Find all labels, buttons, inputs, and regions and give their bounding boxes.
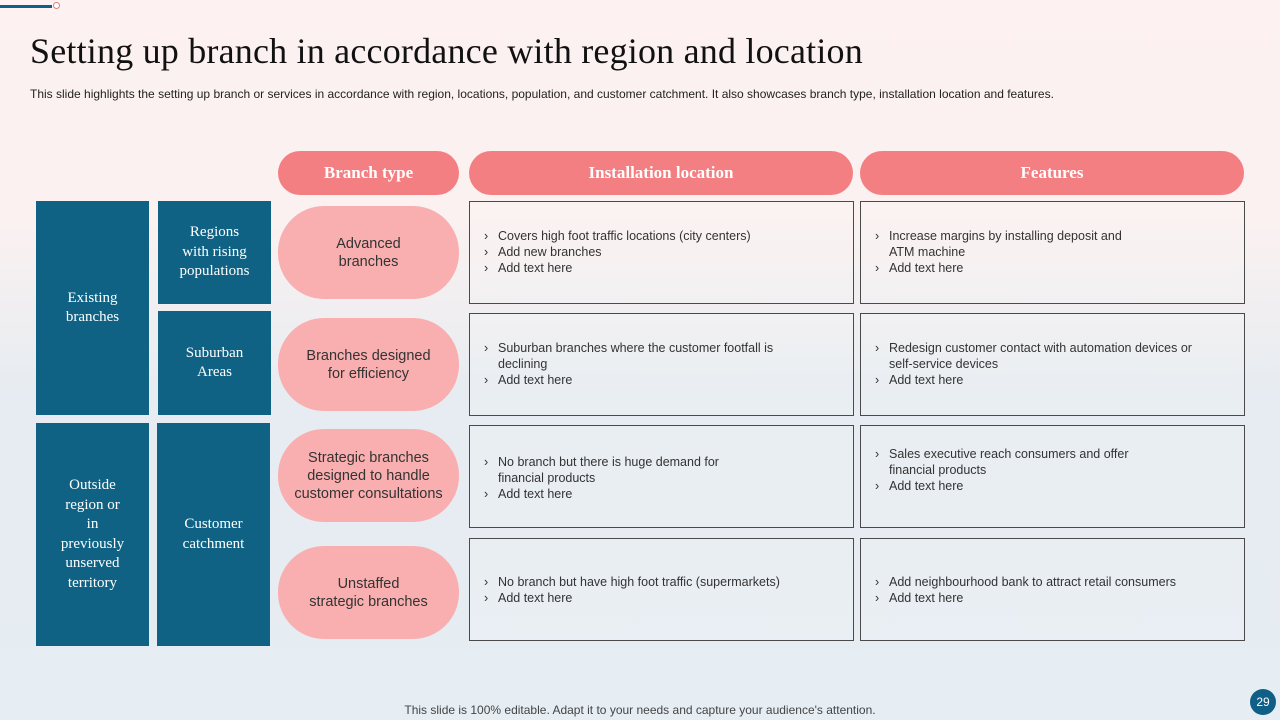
slide-subtitle: This slide highlights the setting up branch or services in accordance with region, locations, population, and customer catchment. It also showcases branch type, installation location and features.	[30, 87, 1054, 101]
branch-type-pill	[278, 206, 459, 299]
top-accent-dot	[53, 2, 60, 9]
bullet-item: › Add text here	[484, 590, 780, 606]
bullet-item: › Increase margins by installing deposit and ATM machine	[875, 228, 1144, 260]
top-accent-line	[0, 5, 52, 8]
installation-location-cell	[469, 538, 854, 641]
region-label-line: territory	[67, 574, 118, 591]
installation-location-cell	[469, 425, 854, 528]
branch-type-line: designed to handle	[307, 467, 430, 484]
region-label-line: region or	[65, 496, 120, 513]
bullet-item: › Add text here	[484, 372, 783, 388]
subregion-rising-populations	[158, 201, 271, 304]
region-label-line: unserved	[65, 555, 120, 571]
header-features: Features	[860, 151, 1244, 195]
region-label-line: Existing	[67, 289, 118, 306]
bullet-item: › Add new branches	[484, 244, 751, 260]
bullet-item: › Add text here	[875, 478, 1154, 494]
features-cell	[860, 201, 1245, 304]
branch-type-pill	[278, 318, 459, 411]
branch-type-line: customer consultations	[294, 485, 443, 502]
branch-type-line: Branches designed	[306, 347, 431, 364]
subregion-label-line: Customer	[184, 516, 243, 532]
bullet-item: › Covers high foot traffic locations (city centers)	[484, 228, 751, 244]
footer-note: This slide is 100% editable. Adapt it to your needs and capture your audience's attention.	[404, 703, 876, 717]
bullet-item: › Add text here	[875, 372, 1204, 388]
subregion-label-line: Suburban	[185, 344, 244, 361]
bullet-item: › Add neighbourhood bank to attract retail consumers	[875, 574, 1176, 590]
subregion-customer-catchment	[157, 423, 270, 646]
subregion-label-line: catchment	[182, 535, 245, 552]
bullet-item: › Add text here	[484, 260, 751, 276]
bullet-item: › No branch but there is huge demand for financial products	[484, 454, 743, 486]
bullet-item: › Sales executive reach consumers and offer financial products	[875, 446, 1154, 478]
branch-type-line: for efficiency	[327, 365, 410, 382]
subregion-suburban-areas	[158, 311, 271, 415]
bullet-item: › Add text here	[875, 260, 1144, 276]
features-cell	[860, 313, 1245, 416]
subregion-label-line: populations	[179, 263, 250, 280]
bullet-item: › No branch but have high foot traffic (supermarkets)	[484, 574, 780, 590]
subregion-label-line: Areas	[197, 364, 232, 380]
bullet-item: › Add text here	[484, 486, 743, 502]
installation-location-cell	[469, 313, 854, 416]
region-label-line: branches	[65, 309, 120, 325]
bullet-item: › Add text here	[875, 590, 1176, 606]
region-outside-region	[36, 423, 149, 646]
branch-type-line: strategic branches	[309, 593, 428, 610]
region-existing-branches	[36, 201, 149, 415]
subregion-label-line: with rising	[182, 243, 247, 260]
bullet-item: › Redesign customer contact with automation devices or self-service devices	[875, 340, 1204, 372]
region-label-line: in	[86, 516, 99, 532]
branch-type-pill	[278, 546, 459, 639]
header-branch-type: Branch type	[278, 151, 459, 195]
bullet-item: › Suburban branches where the customer footfall is declining	[484, 340, 783, 372]
slide-title: Setting up branch in accordance with region and location	[30, 31, 863, 71]
branch-type-pill	[278, 429, 459, 522]
region-label-line: previously	[60, 535, 125, 552]
branch-type-line: Strategic branches	[308, 449, 429, 466]
header-installation-location: Installation location	[469, 151, 853, 195]
page-number-badge: 29	[1250, 689, 1276, 715]
region-label-line: Outside	[69, 477, 116, 493]
features-cell	[860, 425, 1245, 528]
branch-type-line: branches	[338, 253, 399, 270]
branch-type-line: Unstaffed	[337, 575, 400, 592]
branch-type-line: Advanced	[336, 235, 401, 252]
subregion-label-line: Regions	[189, 224, 240, 241]
features-cell	[860, 538, 1245, 641]
installation-location-cell	[469, 201, 854, 304]
